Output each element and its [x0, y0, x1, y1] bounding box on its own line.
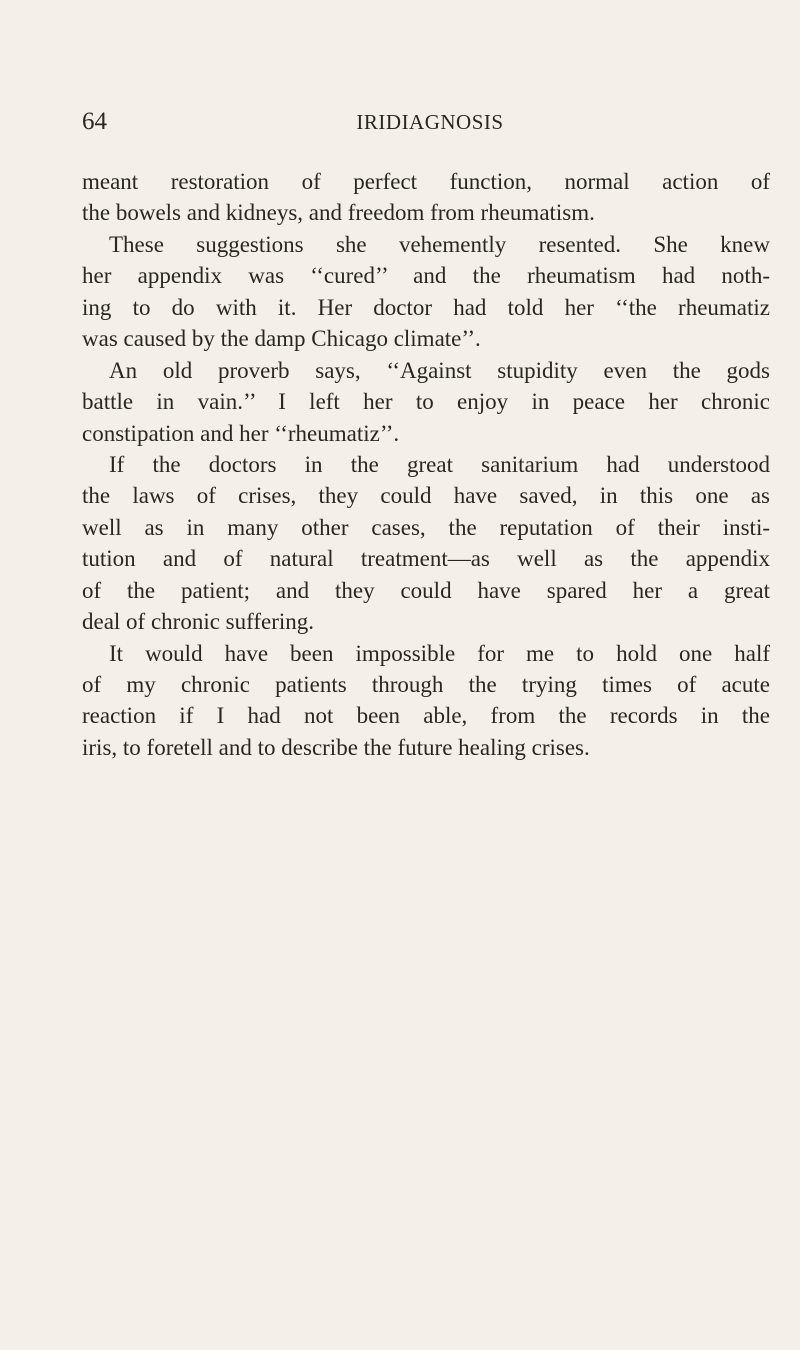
- text-line: battle in vain.’’ I left her to enjoy in peace her chronic: [82, 389, 770, 415]
- paragraph: [82, 638, 770, 764]
- page-number: 64: [82, 108, 107, 135]
- body-text: [82, 166, 770, 763]
- running-head: IRIDIAGNOSIS: [356, 110, 504, 134]
- paragraph: [82, 166, 770, 229]
- text-line: the laws of crises, they could have saved, in this one as: [82, 483, 770, 509]
- text-line: of the patient; and they could have spared her a great: [82, 577, 770, 603]
- text-line: ing to do with it. Her doctor had told her ‘‘the rheumatiz: [82, 294, 770, 320]
- paragraph: [82, 229, 770, 355]
- text-line: It would have been impossible for me to hold one half: [109, 640, 770, 666]
- text-line: meant restoration of perfect function, normal action of: [82, 169, 770, 194]
- text-line: her appendix was ‘‘cured’’ and the rheumatism had noth-: [82, 263, 770, 289]
- text-line: reaction if I had not been able, from the records in the: [82, 703, 770, 729]
- paragraph: [82, 355, 770, 449]
- text-line: was caused by the damp Chicago climate’’.: [82, 326, 481, 352]
- text-line: deal of chronic suffering.: [82, 609, 315, 635]
- text-line: of my chronic patients through the trying times of acute: [82, 672, 770, 697]
- text-line: tution and of natural treatment—as well as the appendix: [82, 546, 770, 572]
- text-line: iris, to foretell and to describe the future healing crises.: [82, 734, 590, 760]
- text-line: If the doctors in the great sanitarium had understood: [109, 451, 770, 477]
- text-line: These suggestions she vehemently resented. She knew: [109, 231, 770, 257]
- text-line: well as in many other cases, the reputation of their insti-: [82, 514, 770, 540]
- text-line: An old proverb says, ‘‘Against stupidity even the gods: [109, 357, 770, 383]
- text-line: constipation and her ‘‘rheumatiz’’.: [82, 420, 400, 446]
- paragraph: [82, 449, 770, 638]
- text-line: the bowels and kidneys, and freedom from rheumatism.: [82, 200, 595, 226]
